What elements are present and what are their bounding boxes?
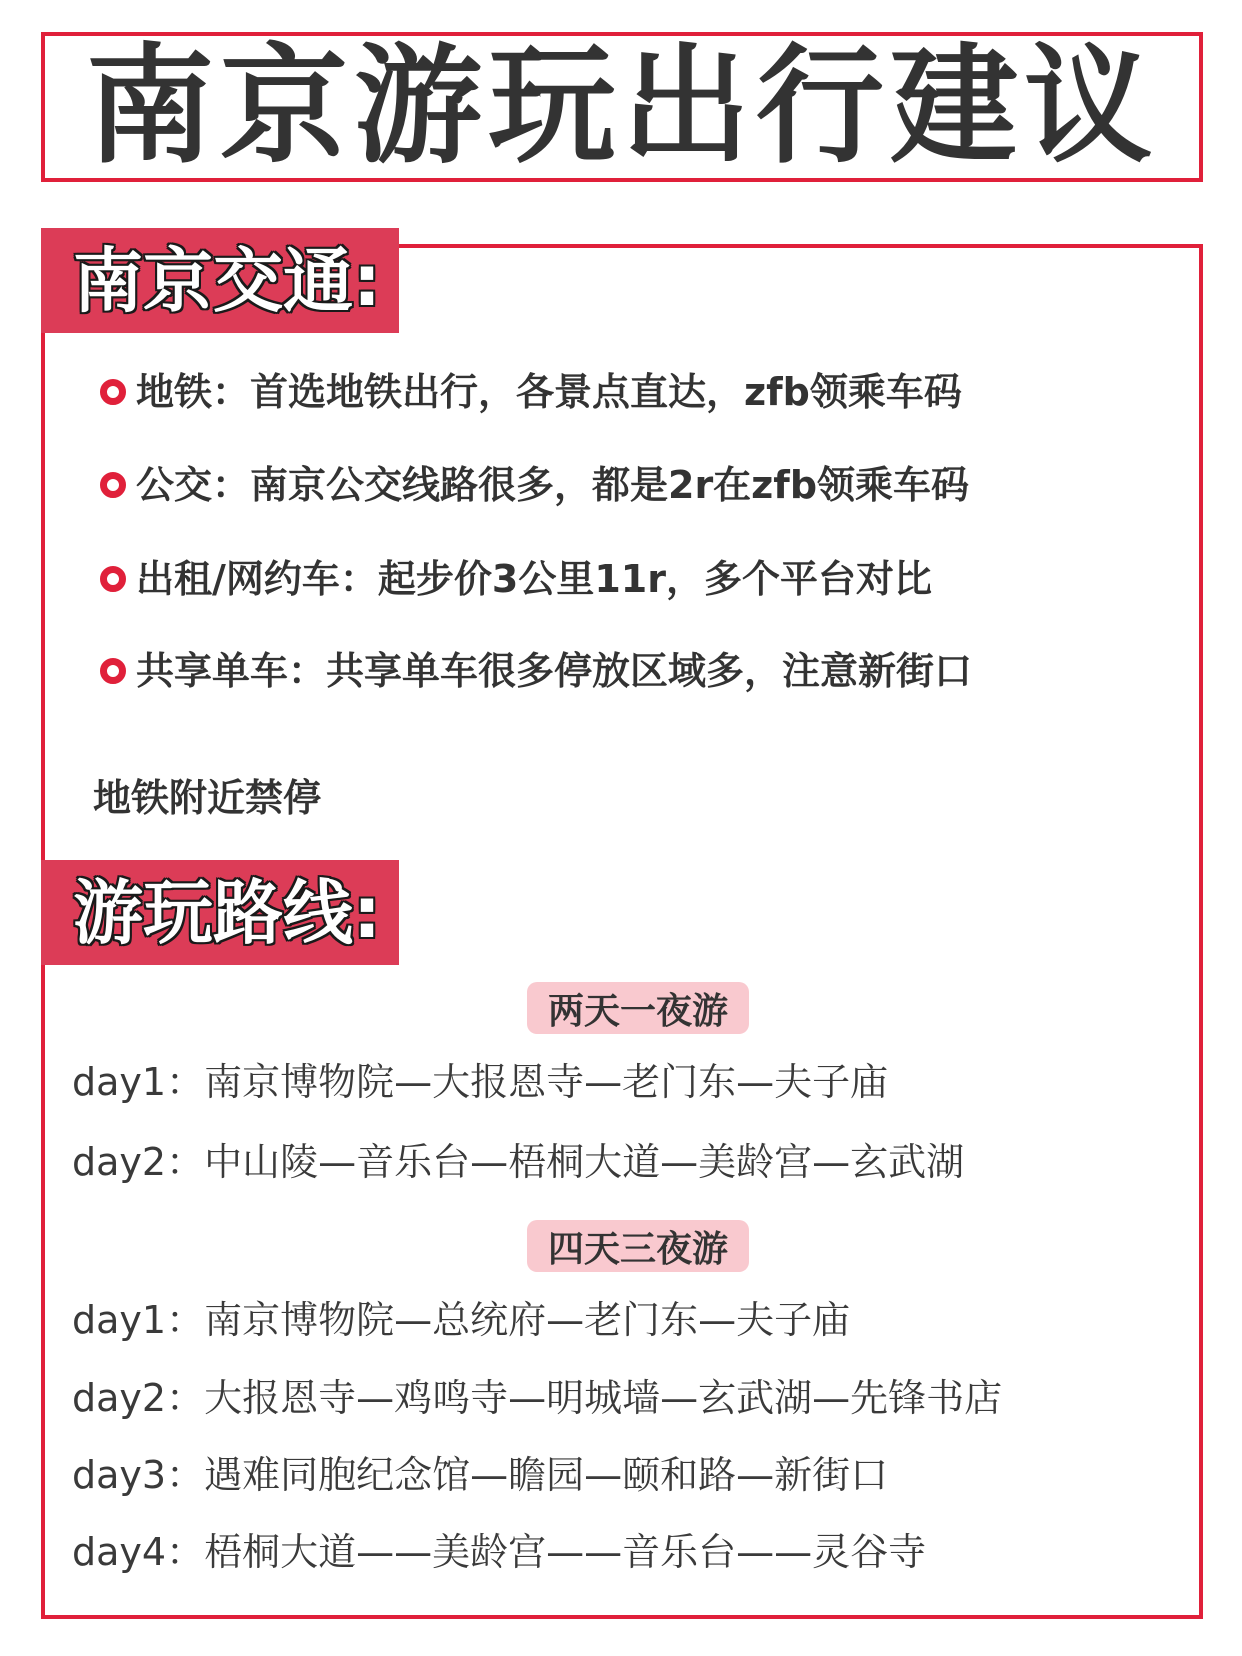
transport-section-header bbox=[41, 228, 399, 333]
day-route: 大报恩寺—鸡鸣寺—明城墙—玄武湖—先锋书店 bbox=[204, 1375, 1003, 1420]
transport-item-subway bbox=[100, 362, 962, 422]
day-route: 南京博物院—总统府—老门东—夫子庙 bbox=[204, 1297, 851, 1342]
transport-heading: 南京交通: bbox=[73, 239, 381, 322]
ring-icon bbox=[100, 566, 126, 592]
transport-item-text: 地铁：首选地铁出行，各景点直达，zfb领乘车码 bbox=[136, 370, 962, 414]
day-row bbox=[72, 1128, 964, 1188]
transport-item-text: 出租/网约车：起步价3公里11r，多个平台对比 bbox=[136, 557, 932, 601]
transport-item-continuation: 地铁附近禁停 bbox=[93, 776, 322, 820]
plan-label-two-day: 两天一夜游 bbox=[527, 982, 749, 1034]
day-label: day1： bbox=[72, 1297, 205, 1342]
day-row bbox=[72, 1364, 1002, 1424]
day-label: day2： bbox=[72, 1139, 205, 1184]
transport-item-bike bbox=[100, 641, 972, 701]
transport-item-text: 公交：南京公交线路很多，都是2r在zfb领乘车码 bbox=[136, 463, 970, 507]
day-row bbox=[72, 1286, 850, 1346]
day-route: 遇难同胞纪念馆—瞻园—颐和路—新街口 bbox=[204, 1452, 889, 1497]
ring-icon bbox=[100, 658, 126, 684]
day-row bbox=[72, 1441, 888, 1501]
transport-item-text: 共享单车：共享单车很多停放区域多，注意新街口 bbox=[136, 649, 973, 693]
day-label: day1： bbox=[72, 1059, 205, 1104]
day-label: day4： bbox=[72, 1529, 205, 1574]
title-box bbox=[41, 32, 1203, 182]
day-label: day2： bbox=[72, 1375, 205, 1420]
transport-item-bus bbox=[100, 455, 969, 515]
day-route: 中山陵—音乐台—梧桐大道—美龄宫—玄武湖 bbox=[204, 1139, 965, 1184]
transport-item-taxi bbox=[100, 549, 932, 609]
day-row bbox=[72, 1518, 926, 1578]
day-route: 南京博物院—大报恩寺—老门东—夫子庙 bbox=[204, 1059, 889, 1104]
day-label: day3： bbox=[72, 1452, 205, 1497]
route-section-header bbox=[41, 860, 399, 965]
ring-icon bbox=[100, 379, 126, 405]
page-title: 南京游玩出行建议 bbox=[85, 32, 1158, 181]
plan-label-four-day: 四天三夜游 bbox=[527, 1220, 749, 1272]
day-route: 梧桐大道——美龄宫——音乐台——灵谷寺 bbox=[204, 1529, 927, 1574]
ring-icon bbox=[100, 472, 126, 498]
route-heading: 游玩路线: bbox=[73, 871, 381, 954]
day-row bbox=[72, 1048, 888, 1108]
